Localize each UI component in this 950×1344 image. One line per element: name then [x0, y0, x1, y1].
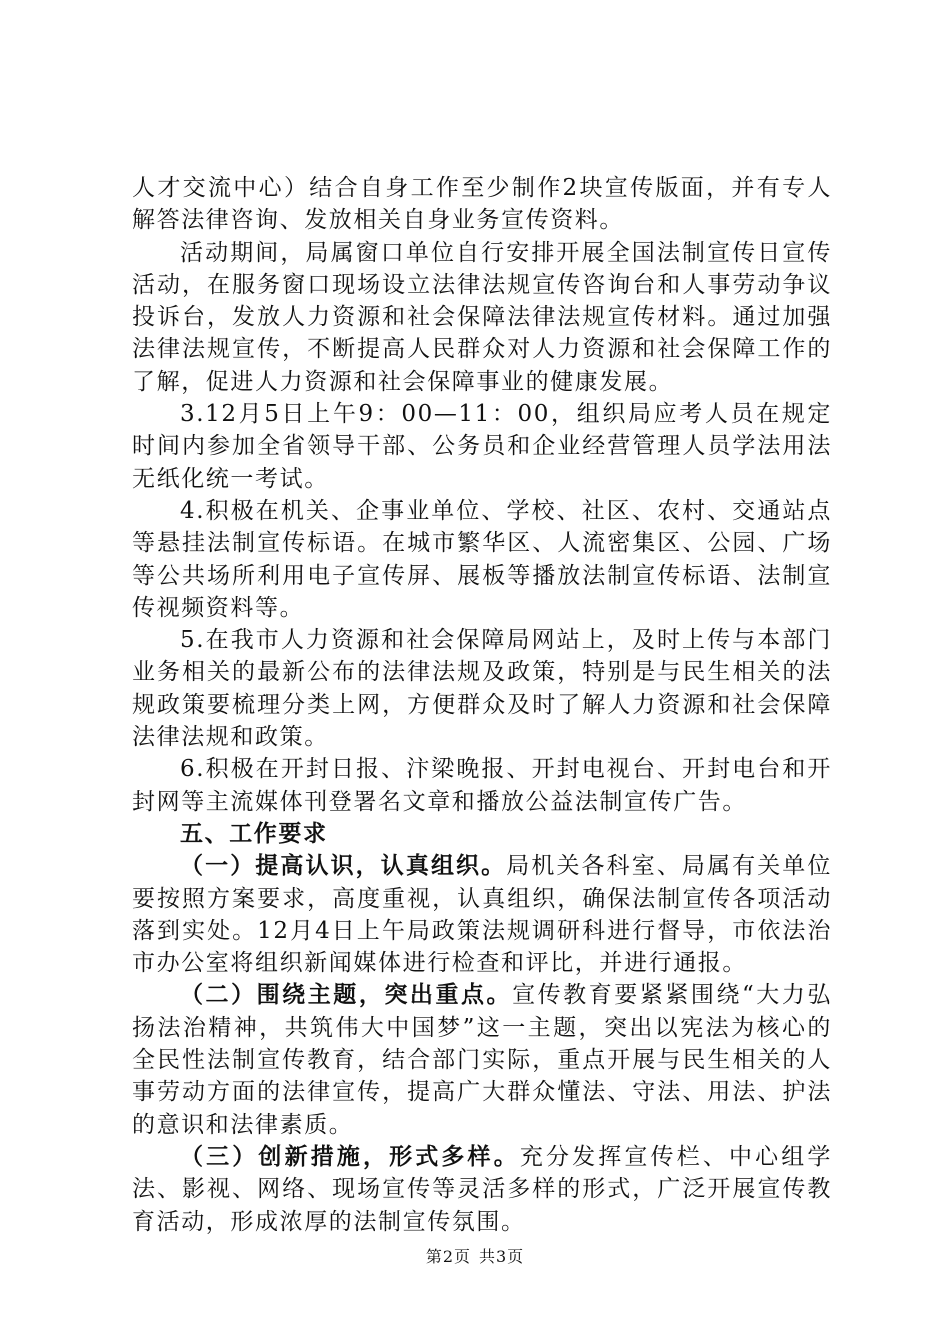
section-heading: 五、工作要求	[180, 819, 328, 847]
document-body	[132, 172, 832, 1238]
requirement-2-text: 宣传教育要紧紧围绕“大力弘扬法治精神，共筑伟大中国梦”这一主题，突出以宪法为核心的全民性法制宣传教育，结合部门实际，重点开展与民生相关的人事劳动方面的法律宣传，提高广大群众懂法、守法、用法、护法的意识和法律素质。	[132, 982, 832, 1138]
requirement-1-text: 局机关各科室、局属有关单位要按照方案要求，高度重视，认真组织，确保法制宣传各项活动落到实处。12月4日上午局政策法规调研科进行督导，市依法治市办公室将组织新闻媒体进行检查和评比，并进行通报。	[132, 853, 832, 977]
page-number-current: 第2页	[425, 1247, 471, 1266]
requirement-3-text: 充分发挥宣传栏、中心组学法、影视、网络、现场宣传等灵活多样的形式，广泛开展宣传教育活动，形成浓厚的法制宣传氛围。	[132, 1143, 832, 1235]
requirement-3-heading: （三）创新措施，形式多样。	[180, 1142, 520, 1170]
requirement-2-heading: （二）围绕主题，突出重点。	[180, 981, 513, 1009]
paragraph-activity-period: 活动期间，局属窗口单位自行安排开展全国法制宣传日宣传活动，在服务窗口现场设立法律法规宣传咨询台和人事劳动争议投诉台，发放人力资源和社会保障法律法规宣传材料。通过加强法律法规宣传，不断提高人民群众对人力资源和社会保障工作的了解，促进人力资源和社会保障事业的健康发展。	[132, 239, 832, 395]
requirement-3	[132, 1141, 832, 1238]
page-footer	[0, 1244, 950, 1267]
requirement-2	[132, 979, 832, 1140]
page-number-total: 共3页	[479, 1247, 525, 1266]
paragraph-item-6: 6.积极在开封日报、汴梁晚报、开封电视台、开封电台和开封网等主流媒体刊登署名文章和播放公益法制宣传广告。	[132, 756, 832, 815]
paragraph-item-5: 5.在我市人力资源和社会保障局网站上，及时上传与本部门业务相关的最新公布的法律法规及政策，特别是与民生相关的法规政策要梳理分类上网，方便群众及时了解人力资源和社会保障法律法规和政策。	[132, 627, 832, 751]
requirement-1-heading: （一）提高认识，认真组织。	[180, 852, 507, 880]
paragraph-item-3: 3.12月5日上午9：00—11：00，组织局应考人员在规定时间内参加全省领导干部、公务员和企业经营管理人员学法用法无纸化统一考试。	[132, 401, 832, 492]
paragraph-continuation: 人才交流中心）结合自身工作至少制作2块宣传版面，并有专人解答法律咨询、发放相关自身业务宣传资料。	[132, 175, 832, 234]
requirement-1	[132, 850, 832, 979]
paragraph-item-4: 4.积极在机关、企事业单位、学校、社区、农村、交通站点等悬挂法制宣传标语。在城市繁华区、人流密集区、公园、广场等公共场所利用电子宣传屏、展板等播放法制宣传标语、法制宣传视频资料等。	[132, 497, 832, 621]
